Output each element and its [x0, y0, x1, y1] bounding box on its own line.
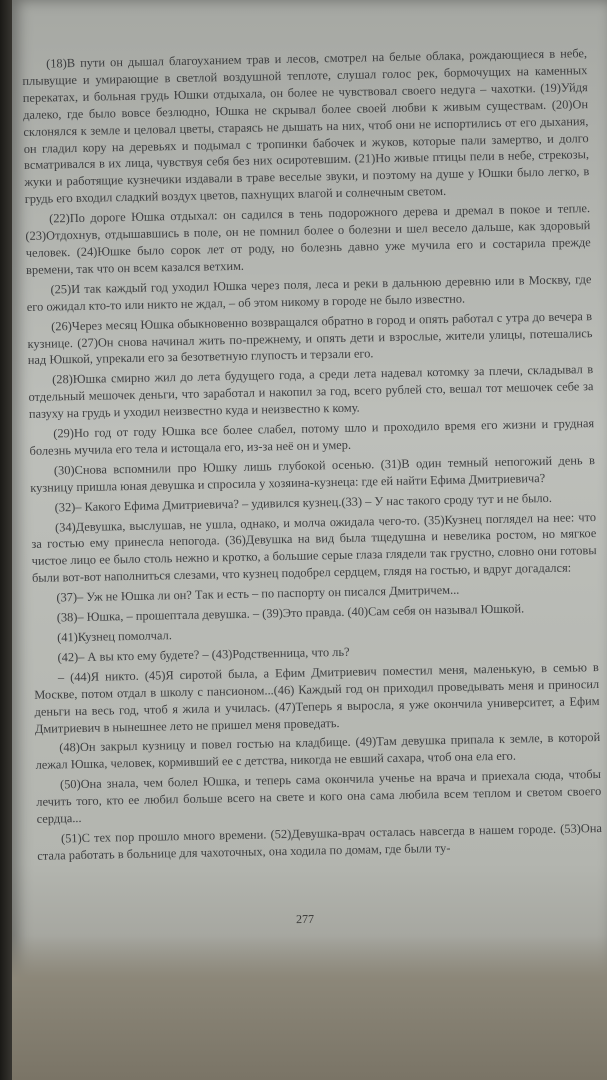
paragraph: (25)И так каждый год уходил Юшка через поля, леса и реки в дальнюю деревню или в Москву, где его ожидал кто-то или никто не ждал, – об этом никому в городе не было известно.: [26, 271, 592, 314]
paragraph: (30)Снова вспомнили про Юшку лишь глубокой осенью. (31)В один темный непогожий день в кузницу пришла юная девушка и спросила у хозяина-кузнеца: где ей найти Ефима Дмитриевича?: [30, 452, 595, 495]
page-text: [22, 45, 602, 867]
paragraph: (32)– Какого Ефима Дмитриевича? – удивился кузнец.(33) – У нас такого сроду тут и не было.: [54, 490, 553, 515]
page-bottom-edge: [12, 935, 607, 1080]
paragraph: – (44)Я никто. (45)Я сиротой была, а Ефим Дмитриевич поместил меня, маленькую, в семью в Москве, потом отдал в школу с пансионом...(46) Каждый год он приходил проведывать меня и приносил деньги на весь год, чтоб я жила и училась. (47)Теперь я выросла, я уже окончила университет, а Ефим Дмитриевич в нынешнее лето не пришел меня проведать.: [34, 659, 600, 736]
book-page: [12, 0, 607, 1080]
paragraph: (22)По дороге Юшка отдыхал: он садился в тень подорожного дерева и дремал в покое и тепле. (23)Отдохнув, отдышавшись в поле, он не помнил более о болезни и шел весело дальше, как здоровый человек. (24)Юшке было сорок лет от роду, но болезнь давно уже мучила его и состарила прежде времени, так что он всем казался ветхим.: [25, 201, 591, 277]
paragraph: (50)Она знала, чем болел Юшка, и теперь сама окончила ученье на врача и приехала сюда, чтобы лечить того, кто ее любил больше всего на свете и кого она сама любила всем теплом и светом своего сердца...: [36, 767, 602, 826]
paragraph: (51)С тех пор прошло много времени. (52)Девушка-врач осталась навсегда в нашем городе. (53)Она стала работать в больнице для чахоточных, она ходила по домам, где были ту-: [37, 820, 603, 863]
paragraph: (26)Через месяц Юшка обыкновенно возвращался обратно в город и опять работал с утра до вечера в кузнице. (27)Он снова начинал жить по-прежнему, и опять дети и взрослые, жители улицы, потешались над Юшкой, упрекали его за безответную глупость и терзали его.: [27, 308, 593, 368]
paragraph: (29)Но год от году Юшка все более слабел, потому шло и проходило время его жизни и грудная болезнь мучила его тела и истощала его, из-за неё он и умер.: [29, 416, 595, 458]
paragraph: (48)Он закрыл кузницу и повел гостью на кладбище. (49)Там девушка припала к земле, в которой лежал Юшка, человек, кормивший ее с детства, никогда не евший сахара, чтоб она ела его.: [35, 730, 601, 773]
paragraph: (34)Девушка, выслушав, не ушла, однако, и молча ожидала чего-то. (35)Кузнец поглядел на нее: что за гостью ему принесла непогода. (36)Девушка на вид была тщедушна и невелика ростом, но мягкое чистое лицо ее было столь нежно и кротко, а большие серые глаза глядели так грустно, словно они готовы были вот-вот наполниться слезами, что кузнец подобрел сердцем, глядя на гостью, и вдруг догадался:: [31, 509, 597, 586]
paragraph: (18)В пути он дышал благоуханием трав и лесов, смотрел на белые облака, рождающиеся в небе, плывущие и умирающие в светлой воздушной теплоте, слушал голос рек, бормочущих на каменных перекатах, и больная грудь Юшки отдыхала, он более не чувствовал своего недуга – чахотки. (19)Уйдя далеко, где было вовсе безлюдно, Юшка не скрывал более своей любви к живым существам. (20)Он склонялся к земле и целовал цветы, стараясь не дышать на них, чтоб они не испортились от его дыхания, он гладил кору на деревьях и подымал с тропинки бабочек и жуков, которые пали замертво, и долго всматривался в их лица, чувствуя себя без них осиротевшим. (21)Но живые птицы пели в небе, стрекозы, жуки и работящие кузнечики издавали в траве веселые звуки, и поэтому на душе у Юшки было легко, в грудь его входил сладкий воздух цветов, пахнущих влагой и солнечным светом.: [22, 46, 590, 207]
page-number: 277: [295, 911, 315, 927]
paragraph: (37)– Уж не Юшка ли он? Так и есть – по паспорту он писался Дмитричем...: [56, 582, 460, 605]
paragraph: (28)Юшка смирно жил до лета будущего года, а среди лета надевал котомку за плечи, складывал в отдельный мешочек деньги, что заработал и накопил за год, всего рублей сто, вешал тот мешочек себе за пазуху на грудь и уходил неизвестно куда и неизвестно к кому.: [28, 362, 594, 422]
paragraph: (41)Кузнец помолчал.: [57, 628, 172, 645]
paragraph: (38)– Юшка, – прошептала девушка. – (39)Это правда. (40)Сам себя он называл Юшкой.: [56, 601, 525, 625]
paragraph: (42)– А вы кто ему будете? – (43)Родственница, что ль?: [57, 644, 350, 665]
